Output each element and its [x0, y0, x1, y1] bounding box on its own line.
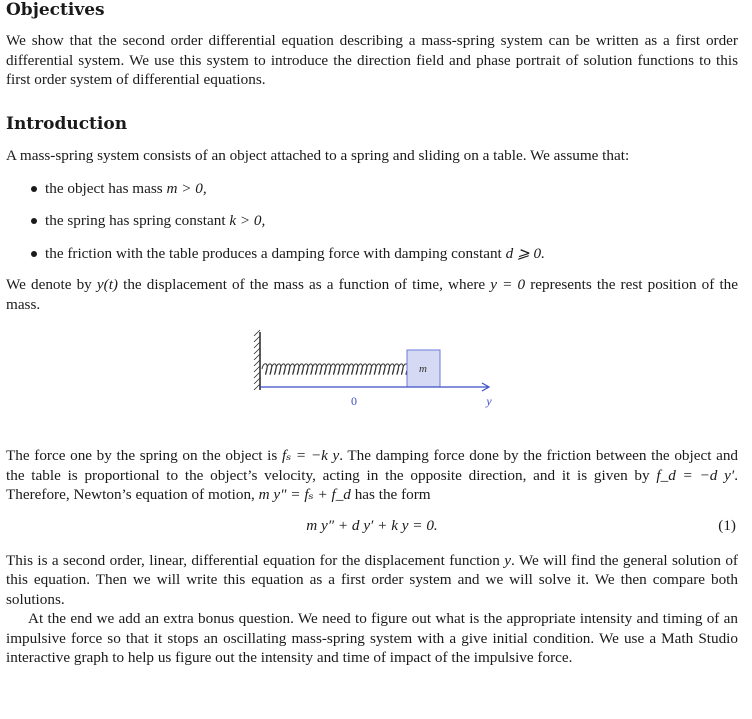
list-item: the friction with the table produces a damping force with damping constant d ⩾ 0.: [6, 244, 738, 264]
closing-paragraph-1: This is a second order, linear, differential equation for the displacement function y. We will find the general solution of this equation. Then we will write this equation as a first order system and we will solve it. We then compare both solutions.: [6, 551, 738, 608]
displacement-paragraph: We denote by y(t) the displacement of the mass as a function of time, where y = 0 represents the rest position of the mass.: [6, 276, 739, 313]
list-item: the spring has spring constant k > 0,: [6, 211, 738, 231]
objectives-paragraph: We show that the second order differential equation describing a mass-spring system can be written as a first order differential system. We use this system to introduce the direction field and phase portrait of solution functions to this first order system of differential equations.: [6, 32, 738, 88]
origin-label: 0: [351, 394, 357, 408]
assumptions-list: [6, 179, 738, 264]
equation-body: m y″ + d y′ + k y = 0.: [306, 516, 438, 534]
introduction-heading: Introduction: [6, 114, 128, 134]
objectives-section: [6, 0, 738, 90]
force-section: [6, 446, 738, 668]
spring: [262, 364, 408, 375]
introduction-section: [6, 114, 738, 314]
equation-1: [6, 517, 738, 539]
wall: [254, 330, 260, 390]
mass-spring-figure: [236, 326, 506, 410]
mass-label: m: [419, 363, 427, 375]
closing-paragraph-2: At the end we add an extra bonus question. We need to figure out what is the appropriate intensity and timing of an impulsive force so that it stops an oscillating mass-spring system with a give initial condition. We use a Math Studio interactive graph to help us figure out the intensity and time of impact of the impulsive force.: [6, 610, 738, 666]
axis-label: y: [486, 394, 492, 408]
objectives-heading: Objectives: [6, 0, 105, 20]
introduction-paragraph: A mass-spring system consists of an object attached to a spring and sliding on a table. We assume that:: [6, 147, 630, 164]
list-item: the object has mass m > 0,: [6, 179, 738, 199]
equation-number: (1): [718, 516, 736, 534]
force-paragraph: The force one by the spring on the object is fₛ = −k y. The damping force done by the friction between the object and the table is proportional to the object’s velocity, acting in the opposite direction, and it is given by f_d = −d y′. Therefore, Newton’s equation of motion, m y″ = fₛ + f_d has the form: [6, 447, 739, 503]
